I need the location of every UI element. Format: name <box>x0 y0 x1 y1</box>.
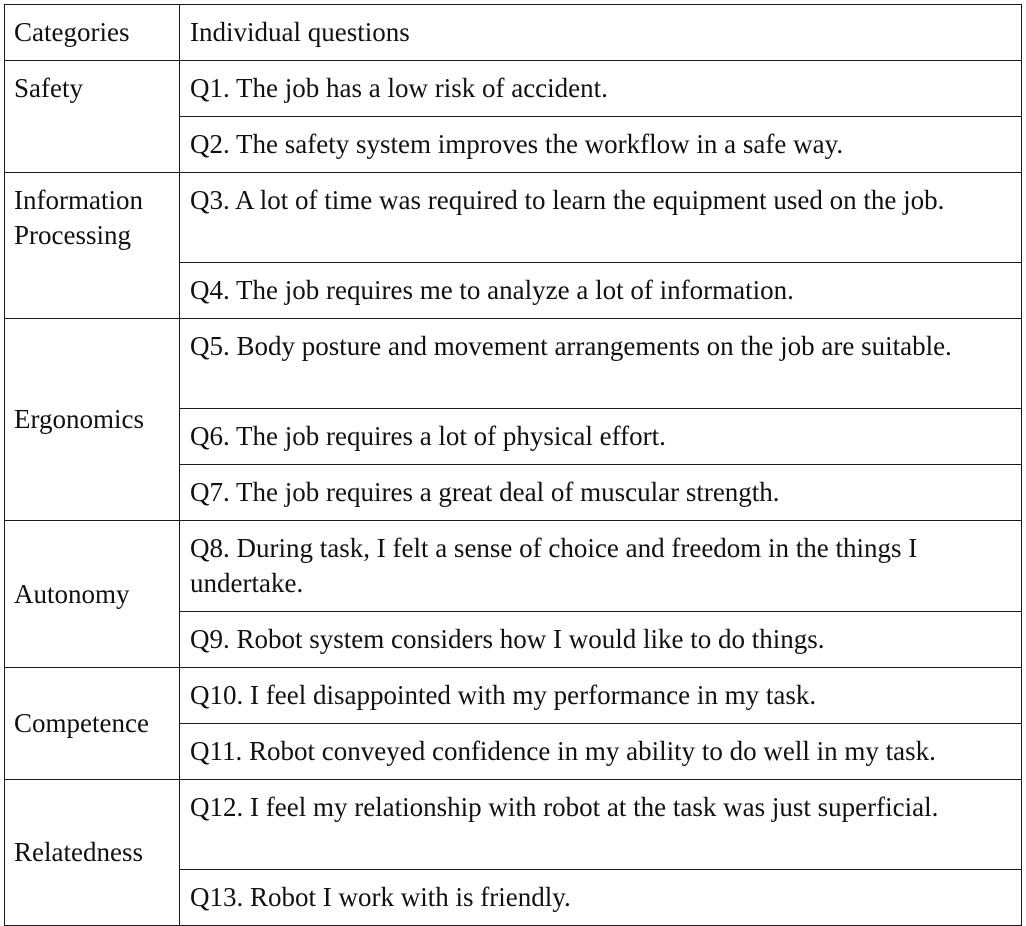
category-autonomy: Autonomy <box>5 521 180 668</box>
question-q6: Q6. The job requires a lot of physical effort. <box>180 409 1022 465</box>
header-categories: Categories <box>5 5 180 61</box>
question-q10: Q10. I feel disappointed with my performance in my task. <box>180 668 1022 724</box>
category-competence: Competence <box>5 668 180 780</box>
table-row <box>5 173 1022 263</box>
question-q3: Q3. A lot of time was required to learn the equipment used on the job. <box>180 173 1022 263</box>
question-q2: Q2. The safety system improves the workflow in a safe way. <box>180 117 1022 173</box>
question-q7: Q7. The job requires a great deal of muscular strength. <box>180 465 1022 521</box>
question-q1: Q1. The job has a low risk of accident. <box>180 61 1022 117</box>
questionnaire-table <box>4 4 1022 926</box>
table-row <box>5 319 1022 409</box>
question-q5: Q5. Body posture and movement arrangements on the job are suitable. <box>180 319 1022 409</box>
category-information-processing: Information Processing <box>5 173 180 319</box>
table-row <box>5 521 1022 612</box>
question-q13: Q13. Robot I work with is friendly. <box>180 870 1022 926</box>
question-q9: Q9. Robot system considers how I would like to do things. <box>180 612 1022 668</box>
header-individual-questions: Individual questions <box>180 5 1022 61</box>
question-q8: Q8. During task, I felt a sense of choice and freedom in the things I undertake. <box>180 521 1022 612</box>
question-q12: Q12. I feel my relationship with robot at the task was just superficial. <box>180 780 1022 870</box>
table-row <box>5 61 1022 117</box>
category-relatedness: Relatedness <box>5 780 180 926</box>
table-row <box>5 780 1022 870</box>
table-row <box>5 668 1022 724</box>
table-header-row <box>5 5 1022 61</box>
question-q4: Q4. The job requires me to analyze a lot of information. <box>180 263 1022 319</box>
category-ergonomics: Ergonomics <box>5 319 180 521</box>
category-safety: Safety <box>5 61 180 173</box>
question-q11: Q11. Robot conveyed confidence in my ability to do well in my task. <box>180 724 1022 780</box>
